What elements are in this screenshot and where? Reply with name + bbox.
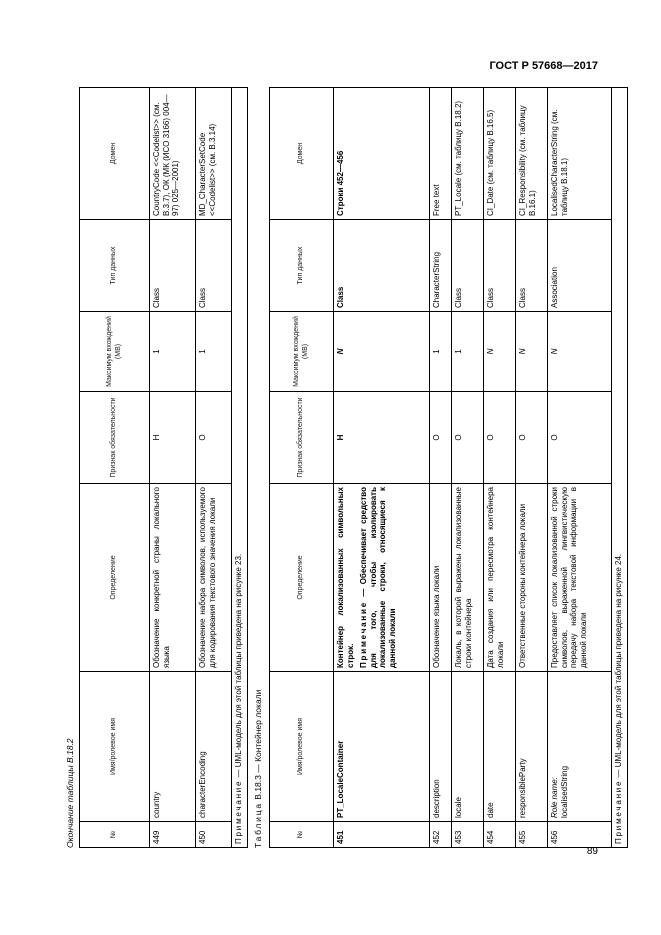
table2 <box>269 87 628 848</box>
col-max-header: Максимум вхождений (MB) <box>270 312 334 392</box>
row-max: 1 <box>430 312 452 392</box>
row-domain: Строки 452—456 <box>334 88 430 220</box>
row-name: locale <box>452 672 484 822</box>
row-obligation: О <box>452 392 484 484</box>
table2-note <box>612 88 628 848</box>
table-row <box>150 88 196 848</box>
row-domain: LocalisedCharacterString (см. таблицу В.18.1) <box>548 88 612 220</box>
row-type: Class <box>334 220 430 312</box>
row-max: N <box>516 312 548 392</box>
table-row <box>548 88 612 848</box>
col-type-header: Тип данных <box>80 220 150 312</box>
table-row <box>452 88 484 848</box>
row-num: 455 <box>516 822 548 848</box>
caption-text: В.18.3 — Контейнер локали <box>253 689 263 803</box>
col-name-header: Имя/ролевое имя <box>270 672 334 822</box>
row-type: CharacterString <box>430 220 452 312</box>
table-row <box>516 88 548 848</box>
row-name: characterEncoding <box>196 672 232 822</box>
row-num: 449 <box>150 822 196 848</box>
col-name-header: Имя/ролевое имя <box>80 672 150 822</box>
row-type: Class <box>452 220 484 312</box>
row-domain: CI_Date (см. таблицу В.16.5) <box>484 88 516 220</box>
col-num-header: № <box>270 822 334 848</box>
row-max: 1 <box>150 312 196 392</box>
note-text: — UML-модель для этой таблицы приведена на рисунке 23. <box>234 553 243 780</box>
table-row <box>430 88 452 848</box>
row-max: N <box>484 312 516 392</box>
note-prefix: Примечание <box>614 779 623 844</box>
row-max: 1 <box>452 312 484 392</box>
col-obligation-header: Признак обязательности <box>270 392 334 484</box>
row-type: Class <box>484 220 516 312</box>
col-type-header: Тип данных <box>270 220 334 312</box>
table2-note-row <box>612 88 628 848</box>
row-max: N <box>548 312 612 392</box>
row-domain: PT_Locale (см. таблицу В.18.2) <box>452 88 484 220</box>
row-obligation: Н <box>150 392 196 484</box>
col-obligation-header: Признак обязательности <box>80 392 150 484</box>
row-type: Class <box>150 220 196 312</box>
document-code: ГОСТ Р 57668—2017 <box>489 60 598 72</box>
row-definition: Предоставляет список локализованной строки символов, выраженной лингвистическую передачу набора текстовой информации в данной локали <box>548 484 612 672</box>
row-definition: Обозначение набора символов, используемого для кодирования текстового значения локали <box>196 484 232 672</box>
col-definition-header: Определение <box>270 484 334 672</box>
table1-caption: Окончание таблицы В.18.2 <box>65 738 75 848</box>
row-num: 454 <box>484 822 516 848</box>
table1-header-row <box>80 88 150 848</box>
row-num: 450 <box>196 822 232 848</box>
table-row <box>196 88 232 848</box>
row-definition: Обозначение конкретной страны локального языка <box>150 484 196 672</box>
col-domain-header: Домен <box>80 88 150 220</box>
col-definition-header: Определение <box>80 484 150 672</box>
row-obligation: О <box>430 392 452 484</box>
row-max: 1 <box>196 312 232 392</box>
row-num: 453 <box>452 822 484 848</box>
row-definition: Обозначение языка локали <box>430 484 452 672</box>
row-num: 452 <box>430 822 452 848</box>
role-name-value: localisedString <box>559 765 569 818</box>
table2-caption <box>253 690 263 848</box>
col-num-header: № <box>80 822 150 848</box>
row-num: 451 <box>334 822 430 848</box>
row-name: PT_LocaleContainer <box>334 672 430 822</box>
definition-note-text: — Обеспечивает средство для того, чтобы изолировать локализованные строки, относящиеся к данной локали <box>359 487 397 668</box>
row-num: 456 <box>548 822 612 848</box>
row-type: Class <box>516 220 548 312</box>
col-max-header: Максимум вхождений (MB) <box>80 312 150 392</box>
row-type: Class <box>196 220 232 312</box>
row-definition <box>334 484 430 672</box>
caption-prefix: Таблица <box>253 802 263 848</box>
row-definition: Ответственные стороны контейнера локали <box>516 484 548 672</box>
row-type: Association <box>548 220 612 312</box>
note-text: — UML-модель для этой таблицы приведена на рисунке 24. <box>614 553 623 780</box>
table-row <box>484 88 516 848</box>
row-name: description <box>430 672 452 822</box>
table1-note-row <box>232 88 248 848</box>
rotated-content <box>63 88 623 848</box>
row-obligation: О <box>548 392 612 484</box>
row-name: country <box>150 672 196 822</box>
row-domain: Free text <box>430 88 452 220</box>
table1-note <box>232 88 248 848</box>
table-row <box>334 88 430 848</box>
row-domain: MD_CharacterSetCode <<Codelist>> (см. В.3.14) <box>196 88 232 220</box>
col-domain-header: Домен <box>270 88 334 220</box>
row-obligation: О <box>484 392 516 484</box>
row-obligation: О <box>516 392 548 484</box>
row-domain: CI_Responsibility (см. таблицу В.16.1) <box>516 88 548 220</box>
row-name: date <box>484 672 516 822</box>
row-name <box>548 672 612 822</box>
table1 <box>79 87 248 848</box>
definition-text: Контейнер локализованных символьных строк. <box>336 487 355 668</box>
note-prefix: Примечание <box>234 779 243 844</box>
definition-note-prefix: Примечание <box>359 600 369 668</box>
row-max: N <box>334 312 430 392</box>
row-obligation: О <box>196 392 232 484</box>
row-definition: Дата создания или пересмотра контейнера локали <box>484 484 516 672</box>
page-number: 89 <box>586 846 598 857</box>
role-name-label: Role name: <box>550 777 559 818</box>
row-domain: CountryCode <<Codelist>> (см. В.3.7), ОК (МК (ИСО 3166) 004—97) 025—2001) <box>150 88 196 220</box>
row-definition: Локаль, в которой выражены локализованные строки контейнера <box>452 484 484 672</box>
row-name: responsibleParty <box>516 672 548 822</box>
table2-header-row <box>270 88 334 848</box>
row-obligation: Н <box>334 392 430 484</box>
